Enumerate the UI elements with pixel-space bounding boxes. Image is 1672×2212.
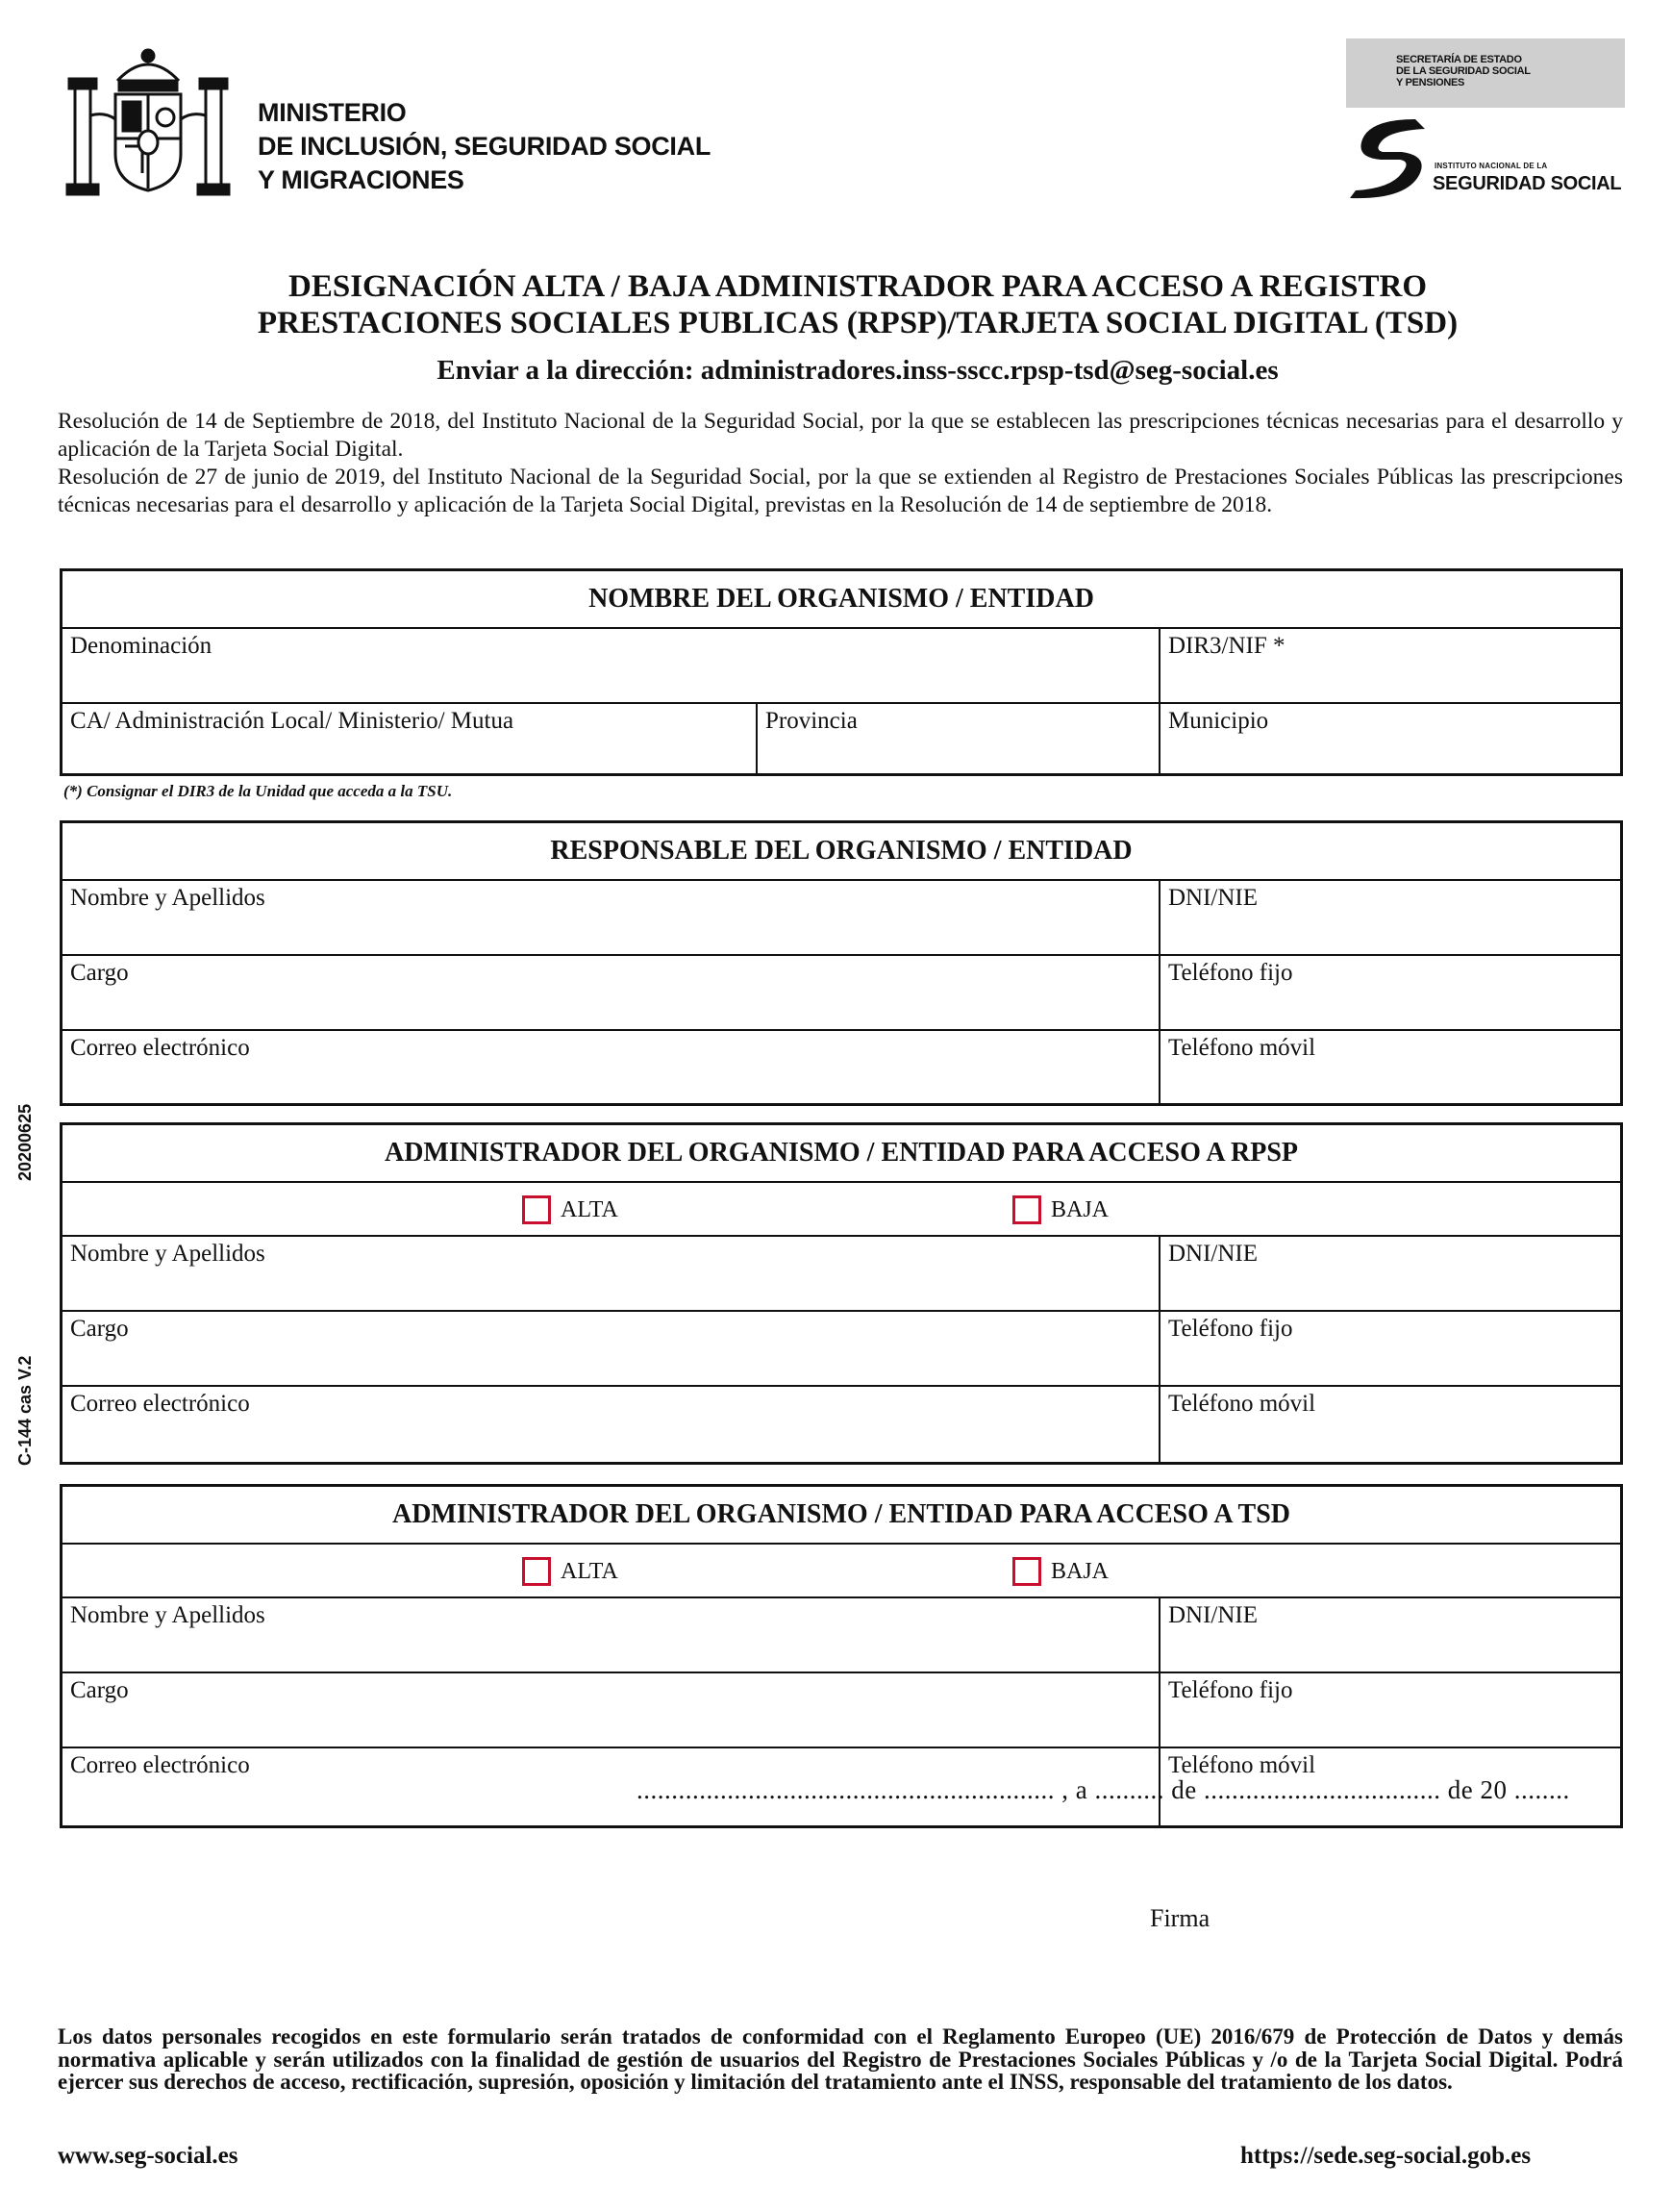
telefono-fijo-label: Teléfono fijo bbox=[1168, 1677, 1293, 1703]
correo-label: Correo electrónico bbox=[70, 1752, 250, 1778]
footer-sede-link[interactable]: https://sede.seg-social.gob.es bbox=[1240, 2143, 1532, 2169]
telefono-fijo-label: Teléfono fijo bbox=[1168, 1316, 1293, 1342]
admin-tsd-row-2 bbox=[62, 1673, 1620, 1748]
dir3-note: (*) Consignar el DIR3 de la Unidad que acceda a la TSU. bbox=[63, 782, 453, 800]
rpsp-telefono-fijo-field[interactable] bbox=[1159, 1312, 1620, 1385]
ca-label: CA/ Administración Local/ Ministerio/ Mutua bbox=[70, 708, 514, 734]
footer-website-link[interactable]: www.seg-social.es bbox=[58, 2143, 238, 2169]
admin-rpsp-section bbox=[60, 1122, 1623, 1465]
secretaria-line-2: DE LA SEGURIDAD SOCIAL bbox=[1396, 65, 1531, 77]
provincia-field[interactable] bbox=[756, 704, 1159, 775]
telefono-fijo-label: Teléfono fijo bbox=[1168, 960, 1293, 986]
secretaria-line-1: SECRETARÍA DE ESTADO bbox=[1396, 54, 1522, 65]
dir3-label: DIR3/NIF * bbox=[1168, 633, 1285, 659]
admin-rpsp-row-3 bbox=[62, 1387, 1620, 1462]
responsable-title: RESPONSABLE DEL ORGANISMO / ENTIDAD bbox=[62, 823, 1620, 881]
telefono-movil-label: Teléfono móvil bbox=[1168, 1391, 1316, 1417]
responsable-row-1 bbox=[62, 881, 1620, 956]
responsable-cargo-field[interactable] bbox=[62, 956, 1159, 1029]
side-form-code: C-144 cas V.2 bbox=[15, 1355, 35, 1466]
tsd-dni-field[interactable] bbox=[1159, 1598, 1620, 1672]
telefono-movil-label: Teléfono móvil bbox=[1168, 1035, 1316, 1061]
rpsp-nombre-field[interactable] bbox=[62, 1237, 1159, 1310]
signature-label: Firma bbox=[1150, 1904, 1210, 1932]
organismo-section bbox=[60, 568, 1623, 776]
inss-title: SEGURIDAD SOCIAL bbox=[1433, 173, 1622, 194]
correo-label: Correo electrónico bbox=[70, 1391, 250, 1417]
legal-references bbox=[58, 408, 1623, 519]
municipio-label: Municipio bbox=[1168, 708, 1269, 734]
send-to-label: Enviar a la dirección: bbox=[437, 355, 701, 386]
tsd-baja-box[interactable] bbox=[1012, 1557, 1041, 1586]
responsable-section bbox=[60, 820, 1623, 1106]
responsable-row-2 bbox=[62, 956, 1620, 1031]
inss-caption: INSTITUTO NACIONAL DE LA bbox=[1435, 162, 1548, 170]
cargo-label: Cargo bbox=[70, 1316, 129, 1342]
send-to-line bbox=[0, 355, 1672, 387]
dni-label: DNI/NIE bbox=[1168, 1602, 1259, 1628]
tsd-alta-checkbox[interactable] bbox=[522, 1557, 618, 1586]
municipio-field[interactable] bbox=[1159, 704, 1620, 775]
tsd-baja-label: BAJA bbox=[1051, 1558, 1110, 1584]
tsd-alta-box[interactable] bbox=[522, 1557, 551, 1586]
tsd-telefono-fijo-field[interactable] bbox=[1159, 1673, 1620, 1747]
rpsp-dni-field[interactable] bbox=[1159, 1237, 1620, 1310]
cargo-label: Cargo bbox=[70, 1677, 129, 1703]
provincia-label: Provincia bbox=[765, 708, 858, 734]
dni-label: DNI/NIE bbox=[1168, 1241, 1259, 1267]
telefono-movil-label: Teléfono móvil bbox=[1168, 1752, 1316, 1778]
coat-of-arms-icon bbox=[62, 38, 235, 204]
signature-date-line[interactable]: ............................................................ , a .......... de .................................. de 20 ........ bbox=[636, 1775, 1570, 1804]
nombre-label: Nombre y Apellidos bbox=[70, 1602, 265, 1628]
resolution-paragraph-2: Resolución de 27 de junio de 2019, del Instituto Nacional de la Seguridad Social, por la que se extienden al Registro de Prestaciones Sociales Públicas las prescripciones técnicas necesarias para el desarrollo y aplicación de la Tarjeta Social Digital, previstas en la Resolución de 14 de septiembre de 2018. bbox=[58, 465, 1623, 517]
rpsp-alta-box[interactable] bbox=[522, 1195, 551, 1224]
responsable-nombre-field[interactable] bbox=[62, 881, 1159, 954]
admin-tsd-title: ADMINISTRADOR DEL ORGANISMO / ENTIDAD PARA ACCESO A TSD bbox=[62, 1487, 1620, 1545]
privacy-notice: Los datos personales recogidos en este formulario serán tratados de conformidad con el Reglamento Europeo (UE) 2016/679 de Protección de Datos y demás normativa aplicable y serán utilizados con la finalidad de gestión de usuarios del Registro de Prestaciones Sociales Públicas y /o de la Tarjeta Social Digital. Podrá ejercer sus derechos de acceso, rectificación, supresión, oposición y limitación del tratamiento ante el INSS, responsable del tratamiento de los datos. bbox=[58, 2024, 1623, 2094]
admin-rpsp-alta-baja-row bbox=[62, 1183, 1620, 1237]
resolution-paragraph-1: Resolución de 14 de Septiembre de 2018, del Instituto Nacional de la Seguridad Social, por la que se establecen las prescripciones técnicas necesarias para el desarrollo y aplicación de la Tarjeta Social Digital. bbox=[58, 409, 1623, 462]
secretaria-banner bbox=[1346, 38, 1625, 108]
tsd-alta-label: ALTA bbox=[561, 1558, 618, 1584]
tsd-nombre-field[interactable] bbox=[62, 1598, 1159, 1672]
rpsp-baja-label: BAJA bbox=[1051, 1196, 1110, 1222]
admin-rpsp-row-1 bbox=[62, 1237, 1620, 1312]
seguridad-social-logo-icon bbox=[1348, 113, 1431, 202]
ministry-name bbox=[258, 96, 711, 197]
tsd-cargo-field[interactable] bbox=[62, 1673, 1159, 1747]
rpsp-baja-checkbox[interactable] bbox=[1012, 1195, 1109, 1224]
rpsp-correo-field[interactable] bbox=[62, 1387, 1159, 1462]
admin-tsd-row-1 bbox=[62, 1598, 1620, 1673]
responsable-correo-field[interactable] bbox=[62, 1031, 1159, 1105]
responsable-telefono-fijo-field[interactable] bbox=[1159, 956, 1620, 1029]
cargo-label: Cargo bbox=[70, 960, 129, 986]
form-title-line-1: DESIGNACIÓN ALTA / BAJA ADMINISTRADOR PARA ACCESO A REGISTRO bbox=[288, 269, 1427, 304]
responsable-row-3 bbox=[62, 1031, 1620, 1105]
tsd-baja-checkbox[interactable] bbox=[1012, 1557, 1109, 1586]
ca-field[interactable] bbox=[62, 704, 756, 775]
rpsp-alta-label: ALTA bbox=[561, 1196, 618, 1222]
denominacion-label: Denominación bbox=[70, 633, 212, 659]
rpsp-telefono-movil-field[interactable] bbox=[1159, 1387, 1620, 1462]
admin-rpsp-row-2 bbox=[62, 1312, 1620, 1387]
ministry-line-2: DE INCLUSIÓN, SEGURIDAD SOCIAL bbox=[258, 132, 711, 161]
send-to-email: administradores.inss-sscc.rpsp-tsd@seg-social.es bbox=[700, 355, 1279, 386]
ministry-line-3: Y MIGRACIONES bbox=[258, 165, 464, 194]
rpsp-alta-checkbox[interactable] bbox=[522, 1195, 618, 1224]
rpsp-baja-box[interactable] bbox=[1012, 1195, 1041, 1224]
organismo-title: NOMBRE DEL ORGANISMO / ENTIDAD bbox=[62, 571, 1620, 629]
form-title-line-2: PRESTACIONES SOCIALES PUBLICAS (RPSP)/TARJETA SOCIAL DIGITAL (TSD) bbox=[257, 306, 1459, 340]
dir3-field[interactable] bbox=[1159, 629, 1620, 702]
nombre-label: Nombre y Apellidos bbox=[70, 885, 265, 911]
responsable-dni-field[interactable] bbox=[1159, 881, 1620, 954]
responsable-telefono-movil-field[interactable] bbox=[1159, 1031, 1620, 1105]
admin-tsd-alta-baja-row bbox=[62, 1545, 1620, 1598]
side-date-code: 20200625 bbox=[15, 1103, 35, 1181]
dni-label: DNI/NIE bbox=[1168, 885, 1259, 911]
correo-label: Correo electrónico bbox=[70, 1035, 250, 1061]
denominacion-field[interactable] bbox=[62, 629, 1159, 702]
ministry-line-1: MINISTERIO bbox=[258, 98, 407, 127]
organismo-row-2 bbox=[62, 704, 1620, 775]
rpsp-cargo-field[interactable] bbox=[62, 1312, 1159, 1385]
secretaria-line-3: Y PENSIONES bbox=[1396, 77, 1465, 88]
nombre-label: Nombre y Apellidos bbox=[70, 1241, 265, 1267]
admin-rpsp-title: ADMINISTRADOR DEL ORGANISMO / ENTIDAD PARA ACCESO A RPSP bbox=[62, 1125, 1620, 1183]
organismo-row-1 bbox=[62, 629, 1620, 704]
